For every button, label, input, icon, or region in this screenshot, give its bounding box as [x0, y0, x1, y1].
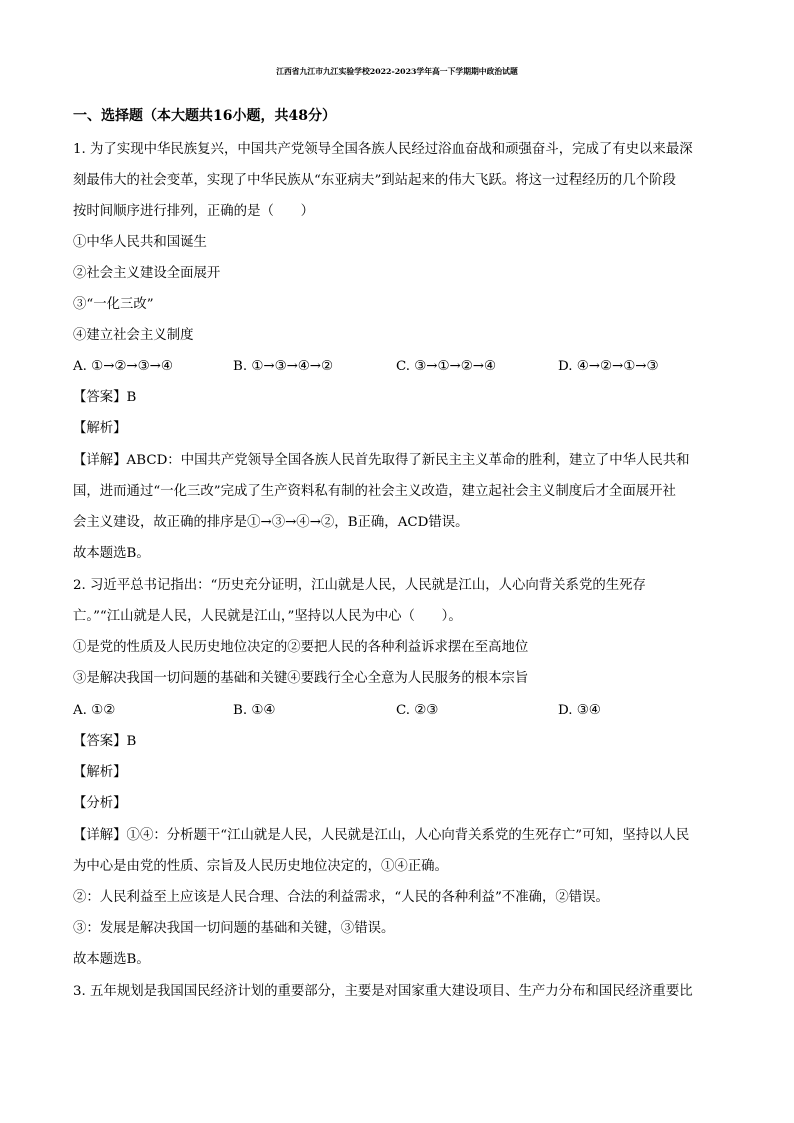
- q1-option-a: A. ①→②→③→④: [73, 359, 173, 374]
- q1-item-4: ④建立社会主义制度: [73, 328, 194, 343]
- q1-answer: 【答案】B: [73, 390, 137, 405]
- q2-analysis-label: 【解析】: [73, 765, 127, 780]
- q1-option-c: C. ③→①→②→④: [396, 359, 496, 374]
- section-heading: 一、选择题（本大题共16小题，共48分）: [73, 108, 336, 124]
- q3-stem-line-1: 3. 五年规划是我国国民经济计划的重要部分，主要是对国家重大建设项目、生产力分布和国民经济重要比: [73, 984, 693, 999]
- q1-stem-line-3: 按时间顺序进行排列，正确的是（ ）: [73, 204, 315, 219]
- q1-stem-line-2: 刻最伟大的社会变革，实现了中华民族从“东亚病夫”到站起来的伟大飞跃。将这一过程经历的几个阶段: [73, 173, 676, 188]
- q2-fenxi-label: 【分析】: [73, 796, 127, 811]
- page-title: 江西省九江市九江实验学校2022-2023学年高一下学期期中政治试题: [276, 67, 518, 76]
- q1-option-b: B. ①→③→④→②: [233, 359, 334, 374]
- q2-answer: 【答案】B: [73, 734, 137, 749]
- q1-stem-line-1: 1. 为了实现中华民族复兴，中国共产党领导全国各族人民经过浴血奋战和顽强奋斗，完成了有史以来最深: [73, 142, 693, 157]
- q2-option-b: B. ①④: [233, 703, 276, 718]
- q2-stem-line-1: 2. 习近平总书记指出：“历史充分证明，江山就是人民，人民就是江山，人心向背关系党的生死存: [73, 578, 646, 593]
- q2-stem-line-2: 亡。”“江山就是人民，人民就是江山，”坚持以人民为中心（ ）。: [73, 609, 462, 624]
- q2-option-d: D. ③④: [558, 703, 601, 718]
- q1-detail-line-3: 会主义建设，故正确的排序是①→③→④→②，B正确，ACD错误。: [73, 515, 469, 530]
- q2-detail-line-2: 为中心是由党的性质、宗旨及人民历史地位决定的，①④正确。: [73, 859, 448, 874]
- q1-conclusion: 故本题选B。: [73, 546, 150, 561]
- q1-detail-line-2: 国，进而通过“一化三改”完成了生产资料私有制的社会主义改造，建立起社会主义制度后才全面展开社: [73, 484, 676, 499]
- q1-analysis-label: 【解析】: [73, 421, 127, 436]
- q2-option-c: C. ②③: [396, 703, 439, 718]
- q2-items-line-2: ③是解决我国一切问题的基础和关键④要践行全心全意为人民服务的根本宗旨: [73, 671, 529, 686]
- q1-item-3: ③“一化三改”: [73, 297, 154, 312]
- q1-option-d: D. ④→②→①→③: [558, 359, 659, 374]
- q1-detail-line-1: 【详解】ABCD：中国共产党领导全国各族人民首先取得了新民主主义革命的胜利，建立了中华人民共和: [73, 453, 690, 468]
- q2-items-line-1: ①是党的性质及人民历史地位决定的②要把人民的各种利益诉求摆在至高地位: [73, 640, 529, 655]
- q1-item-1: ①中华人民共和国诞生: [73, 235, 207, 250]
- q2-option-a: A. ①②: [73, 703, 116, 718]
- q2-detail-line-1: 【详解】①④：分析题干“江山就是人民，人民就是江山，人心向背关系党的生死存亡”可知，坚持以人民: [73, 828, 690, 843]
- q2-detail-line-4: ③：发展是解决我国一切问题的基础和关键，③错误。: [73, 921, 395, 936]
- q2-detail-line-3: ②：人民利益至上应该是人民合理、合法的利益需求，“人民的各种利益”不准确，②错误。: [73, 890, 609, 905]
- q2-conclusion: 故本题选B。: [73, 952, 150, 967]
- q1-item-2: ②社会主义建设全面展开: [73, 266, 221, 281]
